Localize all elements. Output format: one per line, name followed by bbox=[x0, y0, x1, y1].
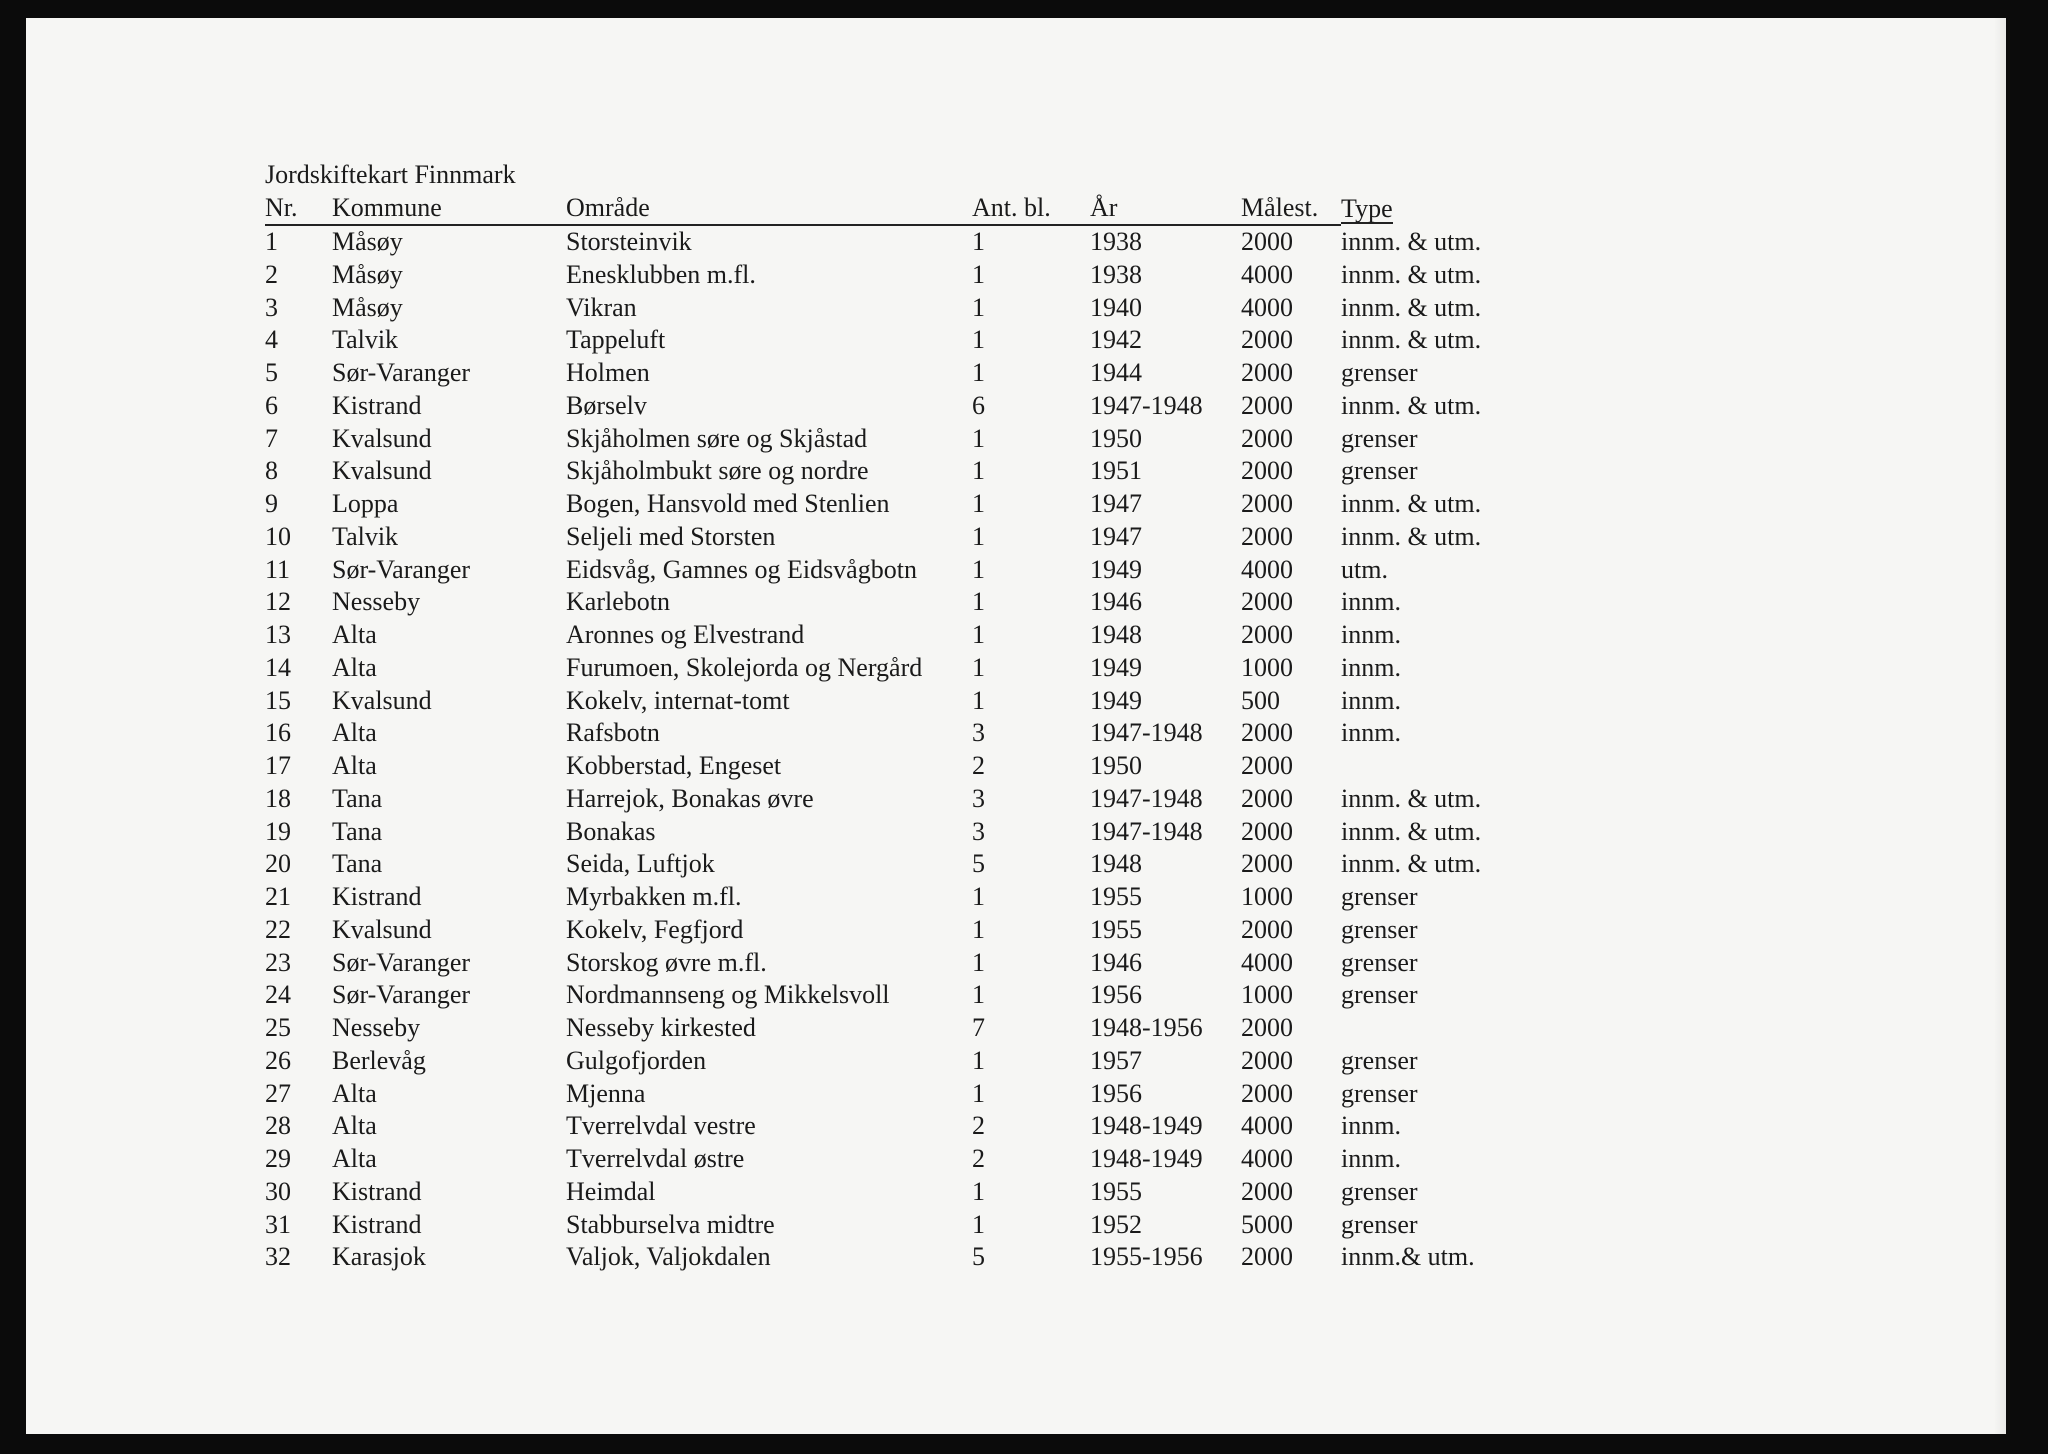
table-row bbox=[265, 1012, 1505, 1045]
cell-malest: 2000 bbox=[1241, 1242, 1293, 1272]
table-row bbox=[265, 1045, 1505, 1078]
cell-ar: 1948-1949 bbox=[1090, 1111, 1203, 1141]
cell-nr: 24 bbox=[265, 980, 291, 1010]
cell-nr: 26 bbox=[265, 1045, 291, 1075]
cell-type: grenser bbox=[1341, 358, 1418, 387]
cell-type: innm. & utm. bbox=[1341, 390, 1482, 420]
header-ar: År bbox=[1090, 191, 1241, 225]
cell-type: innm. bbox=[1341, 685, 1401, 715]
header-omrade: Område bbox=[566, 191, 972, 225]
cell-ar: 1955 bbox=[1090, 1176, 1142, 1206]
cell-omrade: Bogen, Hansvold med Stenlien bbox=[566, 489, 890, 518]
cell-nr: 29 bbox=[265, 1144, 291, 1173]
cell-kommune: Tana bbox=[332, 816, 383, 846]
cell-omrade: Skjåholmbukt søre og nordre bbox=[566, 456, 869, 486]
table-row bbox=[265, 455, 1505, 488]
cell-ar: 1956 bbox=[1090, 1078, 1142, 1108]
cell-ant-bl: 1 bbox=[972, 1045, 985, 1075]
cell-kommune: Sør-Varanger bbox=[332, 358, 471, 387]
table-row bbox=[265, 488, 1505, 521]
cell-kommune: Kistrand bbox=[332, 1176, 422, 1206]
cell-nr: 30 bbox=[265, 1176, 291, 1206]
cell-kommune: Alta bbox=[332, 1111, 377, 1141]
document-body bbox=[265, 158, 1505, 1274]
cell-omrade: Enesklubben m.fl. bbox=[566, 259, 756, 289]
cell-malest: 1000 bbox=[1241, 652, 1293, 682]
cell-nr: 14 bbox=[265, 652, 291, 682]
cell-omrade: Gulgofjorden bbox=[566, 1045, 707, 1075]
table-row bbox=[265, 225, 1505, 259]
cell-omrade: Bonakas bbox=[566, 816, 656, 846]
cell-ant-bl: 1 bbox=[972, 521, 985, 551]
table-row bbox=[265, 783, 1505, 816]
cell-malest: 4000 bbox=[1241, 292, 1293, 322]
map-register-table bbox=[265, 191, 1505, 1274]
cell-omrade: Holmen bbox=[566, 358, 650, 387]
cell-ar: 1944 bbox=[1090, 358, 1142, 387]
cell-ar: 1947 bbox=[1090, 521, 1142, 551]
cell-type bbox=[1341, 1012, 1505, 1045]
cell-kommune: Tana bbox=[332, 783, 383, 813]
header-ant-bl: Ant. bl. bbox=[972, 191, 1090, 225]
table-row bbox=[265, 521, 1505, 554]
cell-ar: 1938 bbox=[1090, 227, 1142, 256]
table-row bbox=[265, 1078, 1505, 1111]
cell-ant-bl: 1 bbox=[972, 1176, 985, 1206]
cell-ant-bl: 3 bbox=[972, 783, 985, 813]
table-row bbox=[265, 259, 1505, 292]
cell-malest: 2000 bbox=[1241, 325, 1293, 355]
cell-malest: 4000 bbox=[1241, 554, 1293, 584]
cell-omrade: Furumoen, Skolejorda og Nergård bbox=[566, 652, 923, 682]
cell-malest: 2000 bbox=[1241, 914, 1293, 944]
table-row bbox=[265, 357, 1505, 390]
cell-ant-bl: 2 bbox=[972, 1144, 985, 1173]
cell-ant-bl: 3 bbox=[972, 816, 985, 846]
cell-ar: 1948-1956 bbox=[1090, 1013, 1203, 1042]
cell-kommune: Kvalsund bbox=[332, 914, 432, 944]
cell-nr: 25 bbox=[265, 1013, 291, 1042]
cell-malest: 1000 bbox=[1241, 882, 1293, 911]
table-row bbox=[265, 390, 1505, 423]
cell-nr: 7 bbox=[265, 423, 278, 453]
table-row bbox=[265, 619, 1505, 652]
table-row bbox=[265, 292, 1505, 325]
cell-type: grenser bbox=[1341, 914, 1418, 944]
cell-kommune: Sør-Varanger bbox=[332, 554, 471, 584]
cell-type: innm. & utm. bbox=[1341, 783, 1482, 813]
cell-ar: 1955-1956 bbox=[1090, 1242, 1203, 1272]
cell-ant-bl: 1 bbox=[972, 489, 985, 518]
cell-nr: 31 bbox=[265, 1209, 291, 1239]
cell-ant-bl: 1 bbox=[972, 980, 985, 1010]
cell-omrade: Valjok, Valjokdalen bbox=[566, 1242, 771, 1272]
cell-malest: 2000 bbox=[1241, 1078, 1293, 1108]
cell-malest: 2000 bbox=[1241, 1176, 1293, 1206]
cell-type: grenser bbox=[1341, 947, 1418, 977]
cell-ant-bl: 2 bbox=[972, 1111, 985, 1141]
cell-omrade: Stabburselva midtre bbox=[566, 1209, 775, 1239]
table-row bbox=[265, 586, 1505, 619]
cell-ant-bl: 1 bbox=[972, 1209, 985, 1239]
table-row bbox=[265, 1209, 1505, 1242]
cell-omrade: Børselv bbox=[566, 390, 647, 420]
cell-nr: 18 bbox=[265, 783, 291, 813]
cell-ar: 1947 bbox=[1090, 489, 1142, 518]
cell-malest: 2000 bbox=[1241, 358, 1293, 387]
cell-type: innm. & utm. bbox=[1341, 259, 1482, 289]
cell-kommune: Alta bbox=[332, 718, 377, 748]
cell-kommune: Sør-Varanger bbox=[332, 947, 471, 977]
cell-type: utm. bbox=[1341, 554, 1388, 584]
cell-nr: 6 bbox=[265, 390, 278, 420]
cell-nr: 20 bbox=[265, 849, 291, 879]
cell-kommune: Alta bbox=[332, 620, 377, 649]
header-type-label: Type bbox=[1341, 193, 1393, 223]
cell-type: innm. bbox=[1341, 587, 1401, 617]
cell-omrade: Kobberstad, Engeset bbox=[566, 751, 782, 780]
cell-ar: 1938 bbox=[1090, 259, 1142, 289]
cell-nr: 16 bbox=[265, 718, 291, 748]
cell-malest: 2000 bbox=[1241, 1045, 1293, 1075]
cell-nr: 2 bbox=[265, 259, 278, 289]
cell-nr: 11 bbox=[265, 554, 291, 584]
cell-ar: 1951 bbox=[1090, 456, 1142, 486]
cell-omrade: Nesseby kirkested bbox=[566, 1013, 756, 1042]
header-kommune: Kommune bbox=[332, 191, 566, 225]
cell-omrade: Karlebotn bbox=[566, 587, 670, 617]
cell-omrade: Myrbakken m.fl. bbox=[566, 882, 742, 911]
table-row bbox=[265, 324, 1505, 357]
cell-malest: 4000 bbox=[1241, 1111, 1293, 1141]
cell-ant-bl: 1 bbox=[972, 456, 985, 486]
cell-ant-bl: 1 bbox=[972, 227, 985, 256]
cell-kommune: Alta bbox=[332, 1144, 377, 1173]
cell-malest: 2000 bbox=[1241, 587, 1293, 617]
cell-nr: 32 bbox=[265, 1242, 291, 1272]
cell-malest: 2000 bbox=[1241, 390, 1293, 420]
table-body bbox=[265, 225, 1505, 1274]
cell-omrade: Kokelv, Fegfjord bbox=[566, 914, 744, 944]
cell-type: grenser bbox=[1341, 980, 1418, 1010]
cell-malest: 2000 bbox=[1241, 620, 1293, 649]
cell-kommune: Tana bbox=[332, 849, 383, 879]
cell-ant-bl: 1 bbox=[972, 259, 985, 289]
cell-nr: 12 bbox=[265, 587, 291, 617]
cell-malest: 4000 bbox=[1241, 947, 1293, 977]
cell-omrade: Nordmannseng og Mikkelsvoll bbox=[566, 980, 890, 1010]
cell-nr: 27 bbox=[265, 1078, 291, 1108]
cell-omrade: Kokelv, internat-tomt bbox=[566, 685, 790, 715]
table-row bbox=[265, 1110, 1505, 1143]
cell-omrade: Storskog øvre m.fl. bbox=[566, 947, 767, 977]
cell-ar: 1946 bbox=[1090, 947, 1142, 977]
cell-omrade: Aronnes og Elvestrand bbox=[566, 620, 805, 649]
cell-malest: 2000 bbox=[1241, 849, 1293, 879]
paper-edge bbox=[1994, 18, 2006, 1434]
cell-malest: 500 bbox=[1241, 685, 1280, 715]
cell-nr: 9 bbox=[265, 489, 278, 518]
cell-ant-bl: 1 bbox=[972, 587, 985, 617]
cell-kommune: Kistrand bbox=[332, 882, 422, 911]
cell-ar: 1952 bbox=[1090, 1209, 1142, 1239]
cell-malest: 2000 bbox=[1241, 227, 1293, 256]
table-row bbox=[265, 979, 1505, 1012]
cell-ar: 1949 bbox=[1090, 652, 1142, 682]
table-row bbox=[265, 848, 1505, 881]
cell-type: grenser bbox=[1341, 1176, 1418, 1206]
cell-nr: 1 bbox=[265, 227, 278, 256]
cell-omrade: Harrejok, Bonakas øvre bbox=[566, 783, 814, 813]
cell-type: innm. & utm. bbox=[1341, 849, 1482, 879]
cell-ant-bl: 1 bbox=[972, 914, 985, 944]
table-row bbox=[265, 652, 1505, 685]
cell-nr: 28 bbox=[265, 1111, 291, 1141]
header-type bbox=[1341, 191, 1505, 225]
cell-kommune: Kvalsund bbox=[332, 423, 432, 453]
cell-kommune: Måsøy bbox=[332, 292, 403, 322]
cell-nr: 23 bbox=[265, 947, 291, 977]
cell-kommune: Talvik bbox=[332, 325, 399, 355]
cell-malest: 2000 bbox=[1241, 718, 1293, 748]
cell-omrade: Seljeli med Storsten bbox=[566, 521, 776, 551]
cell-ar: 1947-1948 bbox=[1090, 718, 1203, 748]
cell-nr: 21 bbox=[265, 882, 291, 911]
cell-omrade: Tappeluft bbox=[566, 325, 666, 355]
cell-kommune: Nesseby bbox=[332, 1013, 421, 1042]
cell-ant-bl: 1 bbox=[972, 882, 985, 911]
cell-kommune: Alta bbox=[332, 652, 377, 682]
cell-kommune: Kvalsund bbox=[332, 456, 432, 486]
cell-ant-bl: 7 bbox=[972, 1013, 985, 1042]
cell-ant-bl: 1 bbox=[972, 358, 985, 387]
cell-type: innm. & utm. bbox=[1341, 816, 1482, 846]
cell-omrade: Tverrelvdal østre bbox=[566, 1144, 745, 1173]
cell-nr: 10 bbox=[265, 521, 291, 551]
table-row bbox=[265, 554, 1505, 587]
cell-ar: 1947-1948 bbox=[1090, 390, 1203, 420]
cell-ant-bl: 5 bbox=[972, 849, 985, 879]
table-header-row bbox=[265, 191, 1505, 225]
cell-malest: 2000 bbox=[1241, 1013, 1293, 1042]
cell-malest: 2000 bbox=[1241, 456, 1293, 486]
table-row bbox=[265, 1241, 1505, 1274]
cell-malest: 1000 bbox=[1241, 980, 1293, 1010]
cell-type: innm. & utm. bbox=[1341, 521, 1482, 551]
cell-ant-bl: 6 bbox=[972, 390, 985, 420]
cell-type: innm. & utm. bbox=[1341, 325, 1482, 355]
cell-omrade: Mjenna bbox=[566, 1078, 646, 1108]
cell-type: grenser bbox=[1341, 456, 1418, 486]
cell-ant-bl: 2 bbox=[972, 751, 985, 780]
cell-type: grenser bbox=[1341, 1209, 1418, 1239]
cell-nr: 19 bbox=[265, 816, 291, 846]
cell-malest: 2000 bbox=[1241, 521, 1293, 551]
cell-nr: 8 bbox=[265, 456, 278, 486]
cell-kommune: Karasjok bbox=[332, 1242, 426, 1272]
cell-ant-bl: 1 bbox=[972, 423, 985, 453]
table-row bbox=[265, 947, 1505, 980]
cell-ant-bl: 3 bbox=[972, 718, 985, 748]
cell-ar: 1955 bbox=[1090, 882, 1142, 911]
cell-ar: 1946 bbox=[1090, 587, 1142, 617]
cell-type bbox=[1341, 750, 1505, 783]
cell-malest: 2000 bbox=[1241, 751, 1293, 780]
cell-kommune: Kistrand bbox=[332, 390, 422, 420]
cell-ar: 1949 bbox=[1090, 685, 1142, 715]
table-row bbox=[265, 750, 1505, 783]
cell-ar: 1949 bbox=[1090, 554, 1142, 584]
document-title: Jordskiftekart Finnmark bbox=[265, 160, 516, 189]
cell-omrade: Eidsvåg, Gamnes og Eidsvågbotn bbox=[566, 554, 917, 584]
cell-omrade: Seida, Luftjok bbox=[566, 849, 715, 879]
cell-malest: 5000 bbox=[1241, 1209, 1293, 1239]
cell-malest: 4000 bbox=[1241, 1144, 1293, 1173]
cell-kommune: Kistrand bbox=[332, 1209, 422, 1239]
table-row bbox=[265, 1143, 1505, 1176]
cell-omrade: Tverrelvdal vestre bbox=[566, 1111, 756, 1141]
cell-ar: 1955 bbox=[1090, 914, 1142, 944]
cell-type: innm. bbox=[1341, 652, 1401, 682]
cell-omrade: Skjåholmen søre og Skjåstad bbox=[566, 423, 868, 453]
cell-ar: 1950 bbox=[1090, 423, 1142, 453]
cell-ant-bl: 1 bbox=[972, 620, 985, 649]
cell-malest: 2000 bbox=[1241, 783, 1293, 813]
cell-ant-bl: 1 bbox=[972, 1078, 985, 1108]
cell-ar: 1947-1948 bbox=[1090, 783, 1203, 813]
cell-type: innm. & utm. bbox=[1341, 489, 1482, 518]
cell-ar: 1957 bbox=[1090, 1045, 1142, 1075]
cell-omrade: Storsteinvik bbox=[566, 227, 692, 256]
cell-kommune: Berlevåg bbox=[332, 1045, 426, 1075]
cell-ar: 1942 bbox=[1090, 325, 1142, 355]
cell-ar: 1948 bbox=[1090, 620, 1142, 649]
cell-omrade: Heimdal bbox=[566, 1176, 656, 1206]
cell-ar: 1950 bbox=[1090, 751, 1142, 780]
header-malest: Målest. bbox=[1241, 191, 1341, 225]
cell-type: grenser bbox=[1341, 423, 1418, 453]
cell-ant-bl: 1 bbox=[972, 652, 985, 682]
cell-kommune: Måsøy bbox=[332, 259, 403, 289]
cell-ant-bl: 5 bbox=[972, 1242, 985, 1272]
table-row bbox=[265, 914, 1505, 947]
cell-ar: 1948 bbox=[1090, 849, 1142, 879]
table-row bbox=[265, 816, 1505, 849]
cell-ar: 1940 bbox=[1090, 292, 1142, 322]
cell-malest: 4000 bbox=[1241, 259, 1293, 289]
cell-ar: 1956 bbox=[1090, 980, 1142, 1010]
cell-ant-bl: 1 bbox=[972, 947, 985, 977]
cell-ar: 1948-1949 bbox=[1090, 1144, 1203, 1173]
cell-ant-bl: 1 bbox=[972, 685, 985, 715]
cell-type: innm. & utm. bbox=[1341, 226, 1482, 256]
header-nr: Nr. bbox=[265, 191, 332, 225]
cell-ant-bl: 1 bbox=[972, 325, 985, 355]
cell-type: innm. bbox=[1341, 1111, 1401, 1141]
cell-nr: 15 bbox=[265, 685, 291, 715]
cell-type: innm. bbox=[1341, 718, 1401, 748]
cell-malest: 2000 bbox=[1241, 423, 1293, 453]
cell-nr: 22 bbox=[265, 914, 291, 944]
table-row bbox=[265, 1176, 1505, 1209]
cell-nr: 4 bbox=[265, 325, 278, 355]
cell-kommune: Loppa bbox=[332, 489, 399, 518]
cell-type: innm. bbox=[1341, 1144, 1401, 1173]
cell-kommune: Talvik bbox=[332, 521, 399, 551]
cell-type: grenser bbox=[1341, 1078, 1418, 1108]
cell-omrade: Rafsbotn bbox=[566, 718, 660, 748]
table-row bbox=[265, 881, 1505, 914]
cell-malest: 2000 bbox=[1241, 489, 1293, 518]
cell-nr: 3 bbox=[265, 292, 278, 322]
cell-type: innm. & utm. bbox=[1341, 292, 1482, 322]
cell-type: innm. bbox=[1341, 620, 1401, 649]
cell-kommune: Nesseby bbox=[332, 587, 421, 617]
cell-omrade: Vikran bbox=[566, 292, 637, 322]
cell-type: innm.& utm. bbox=[1341, 1242, 1475, 1272]
cell-malest: 2000 bbox=[1241, 816, 1293, 846]
cell-nr: 17 bbox=[265, 751, 291, 780]
cell-kommune: Sør-Varanger bbox=[332, 980, 471, 1010]
cell-ant-bl: 1 bbox=[972, 554, 985, 584]
cell-kommune: Alta bbox=[332, 751, 377, 780]
table-row bbox=[265, 717, 1505, 750]
cell-kommune: Kvalsund bbox=[332, 685, 432, 715]
cell-type: grenser bbox=[1341, 882, 1418, 911]
table-row bbox=[265, 423, 1505, 456]
cell-kommune: Måsøy bbox=[332, 227, 403, 256]
cell-nr: 13 bbox=[265, 620, 291, 649]
cell-kommune: Alta bbox=[332, 1078, 377, 1108]
cell-ant-bl: 1 bbox=[972, 292, 985, 322]
cell-type: grenser bbox=[1341, 1045, 1418, 1075]
table-row bbox=[265, 685, 1505, 718]
cell-nr: 5 bbox=[265, 358, 278, 387]
cell-ar: 1947-1948 bbox=[1090, 816, 1203, 846]
